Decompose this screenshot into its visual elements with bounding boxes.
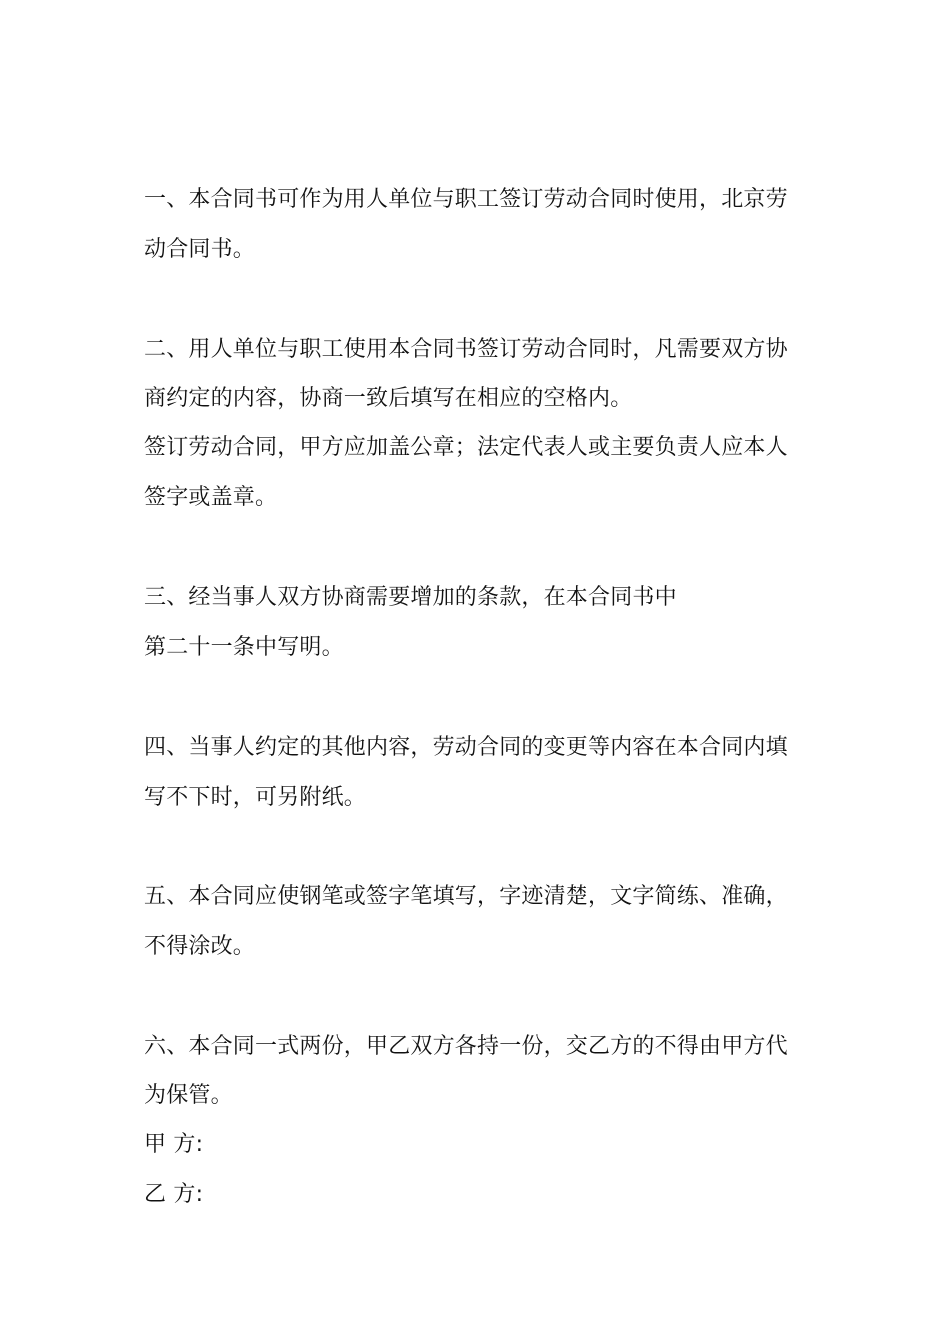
clause-3-line-2: 第二十一条中写明。 bbox=[144, 635, 344, 660]
clause-6-line-1: 六、本合同一式两份，甲乙双方各持一份，交乙方的不得由甲方代 bbox=[144, 1034, 788, 1059]
party-a-label: 甲 方: bbox=[144, 1132, 204, 1157]
clause-2-line-3: 签订劳动合同，甲方应加盖公章；法定代表人或主要负责人应本人 bbox=[144, 435, 788, 460]
clause-2-line-1: 二、用人单位与职工使用本合同书签订劳动合同时，凡需要双方协 bbox=[144, 337, 788, 362]
clause-4-line-2: 写不下时，可另附纸。 bbox=[144, 785, 367, 810]
party-b-label: 乙 方: bbox=[144, 1182, 204, 1207]
clause-5-line-2: 不得涂改。 bbox=[144, 934, 256, 959]
clause-6-line-2: 为保管。 bbox=[144, 1083, 233, 1108]
clause-4-line-1: 四、当事人约定的其他内容，劳动合同的变更等内容在本合同内填 bbox=[144, 735, 788, 760]
clause-3-line-1: 三、经当事人双方协商需要增加的条款，在本合同书中 bbox=[144, 585, 677, 610]
clause-1-line-1: 一、本合同书可作为用人单位与职工签订劳动合同时使用，北京劳 bbox=[144, 187, 788, 212]
clause-5-line-1: 五、本合同应使钢笔或签字笔填写，字迹清楚，文字简练、准确， bbox=[144, 884, 788, 909]
clause-2-line-2: 商约定的内容，协商一致后填写在相应的空格内。 bbox=[144, 386, 633, 411]
clause-1-line-2: 动合同书。 bbox=[144, 237, 256, 262]
clause-2-line-4: 签字或盖章。 bbox=[144, 485, 278, 510]
